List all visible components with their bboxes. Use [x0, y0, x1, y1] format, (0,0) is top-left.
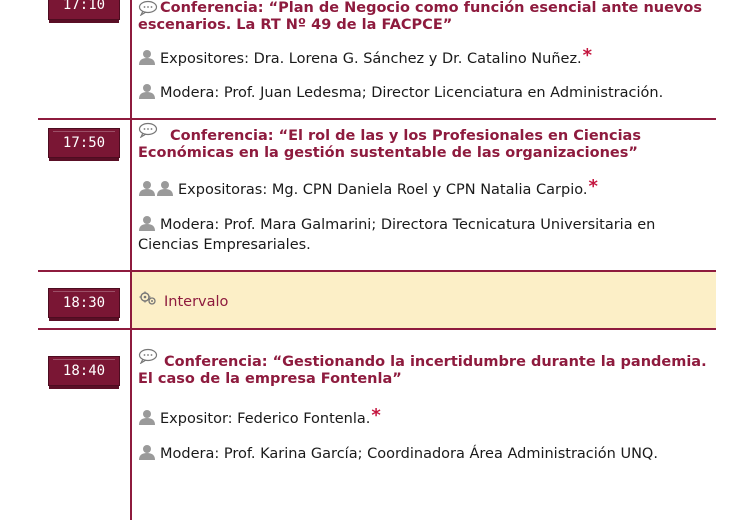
person-icon — [138, 49, 156, 65]
session-row — [38, 0, 716, 120]
person-icon — [138, 409, 156, 425]
session-content — [132, 0, 716, 118]
moderator-line: Modera: Prof. Juan Ledesma; Director Licenciatura en Administración. — [138, 83, 710, 103]
session-title — [138, 0, 710, 34]
star-mark: * — [371, 405, 381, 426]
speakers-line: Expositores: Dra. Lorena G. Sánchez y Dr. Catalino Nuñez.* — [138, 46, 710, 69]
session-title — [138, 128, 710, 162]
title-line: Conferencia: “Plan de Negocio como función esencial ante nuevos — [160, 0, 702, 16]
moderator-line: Modera: Prof. Mara Galmarini; Directora Tecnicatura Universitaria en Ciencias Empresariales. — [138, 217, 656, 253]
interval-label: Intervalo — [164, 294, 229, 310]
time-badge: 17:10 — [48, 0, 120, 20]
time-column — [38, 272, 132, 328]
person-icon — [138, 215, 156, 231]
time-column — [38, 120, 132, 270]
title-line: El caso de la empresa Fontenla” — [138, 371, 402, 387]
session-content — [132, 120, 716, 270]
title-line: escenarios. La RT Nº 49 de la FACPCE” — [138, 17, 453, 33]
speakers-line: Expositor: Federico Fontenla.* — [138, 406, 710, 429]
time-column — [38, 330, 132, 520]
session-row — [38, 330, 716, 520]
title-line: Conferencia: “El rol de las y los Profesionales en Ciencias — [170, 128, 641, 144]
star-mark: * — [582, 45, 593, 66]
speakers-line: Expositoras: Mg. CPN Daniela Roel y CPN Natalia Carpio.* — [138, 177, 710, 200]
session-title — [138, 354, 710, 388]
time-badge: 18:30 — [48, 288, 120, 318]
person-icon — [138, 83, 156, 99]
interval-row — [38, 272, 716, 330]
session-row — [38, 120, 716, 272]
moderator-line: Modera: Prof. Karina García; Coordinadora Área Administración UNQ. — [138, 444, 710, 464]
title-line: Conferencia: “Gestionando la incertidumbre durante la pandemia. — [164, 354, 707, 370]
time-badge: 17:50 — [48, 128, 120, 158]
interval-content — [132, 272, 716, 328]
time-badge: 18:40 — [48, 356, 120, 386]
time-column — [38, 0, 132, 118]
gears-icon — [138, 290, 158, 306]
people-icon — [138, 180, 174, 196]
title-line: Económicas en la gestión sustentable de las organizaciones” — [138, 145, 638, 161]
session-content — [132, 330, 716, 520]
star-mark: * — [588, 176, 598, 197]
person-icon — [138, 444, 156, 460]
